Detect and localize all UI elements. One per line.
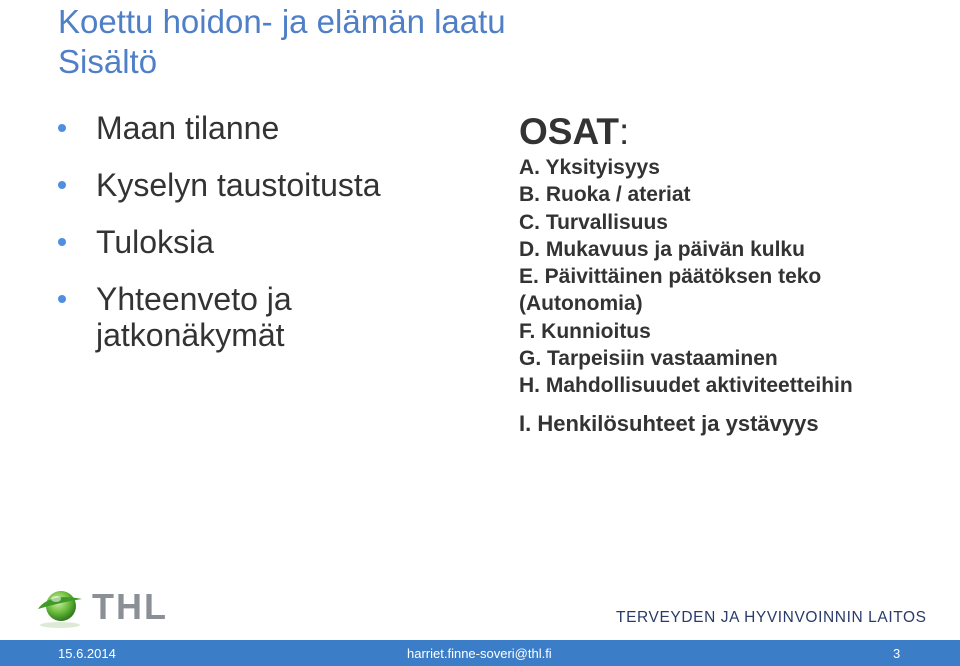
list-item-text: Maan tilanne [96, 110, 280, 146]
osat-items [519, 154, 853, 437]
page-number: 3 [893, 646, 901, 661]
osat-item-i: I. Henkilösuhteet ja ystävyys [519, 410, 819, 436]
osat-item-f: F. Kunnioitus [519, 319, 651, 343]
osat-item-b: B. Ruoka / ateriat [519, 183, 691, 207]
institute-name: TERVEYDEN JA HYVINVOINNIN LAITOS [616, 609, 927, 626]
osat-heading-colon: : [619, 111, 630, 152]
globe-leaf-icon [34, 585, 86, 629]
list-item-text-continued: jatkonäkymät [96, 317, 285, 353]
bullet-icon [58, 238, 66, 246]
osat-heading [519, 111, 853, 153]
list-item [58, 110, 381, 146]
logo-text: THL [92, 586, 168, 627]
bullet-icon [58, 295, 66, 303]
list-item-text: Kyselyn taustoitusta [96, 167, 381, 203]
osat-section [519, 111, 853, 437]
slide-title-line1: Koettu hoidon- ja elämän laatu [58, 3, 506, 40]
thl-logo [34, 585, 168, 629]
osat-item-c: C. Turvallisuus [519, 210, 668, 234]
list-item-text: Tuloksia [96, 224, 214, 260]
list-item [58, 224, 381, 260]
slide-title-line2: Sisältö [58, 43, 158, 80]
osat-item-e-continued: (Autonomia) [519, 292, 643, 316]
osat-item-a: A. Yksityisyys [519, 156, 660, 179]
bullet-icon [58, 181, 66, 189]
osat-item-g: G. Tarpeisiin vastaaminen [519, 347, 778, 371]
footer-bar [0, 640, 960, 666]
footer-date: 15.6.2014 [58, 646, 116, 661]
contents-list [58, 110, 381, 374]
list-item-text: Yhteenveto ja [96, 281, 292, 317]
list-item [58, 281, 381, 353]
bullet-icon [58, 124, 66, 132]
slide-title [58, 2, 506, 82]
list-item [58, 167, 381, 203]
osat-item-h: H. Mahdollisuudet aktiviteetteihin [519, 374, 853, 398]
footer-email: harriet.finne-soveri@thl.fi [407, 646, 552, 661]
osat-heading-text: OSAT [519, 111, 620, 152]
osat-item-d: D. Mukavuus ja päivän kulku [519, 237, 805, 261]
osat-item-e: E. Päivittäinen päätöksen teko [519, 265, 822, 289]
